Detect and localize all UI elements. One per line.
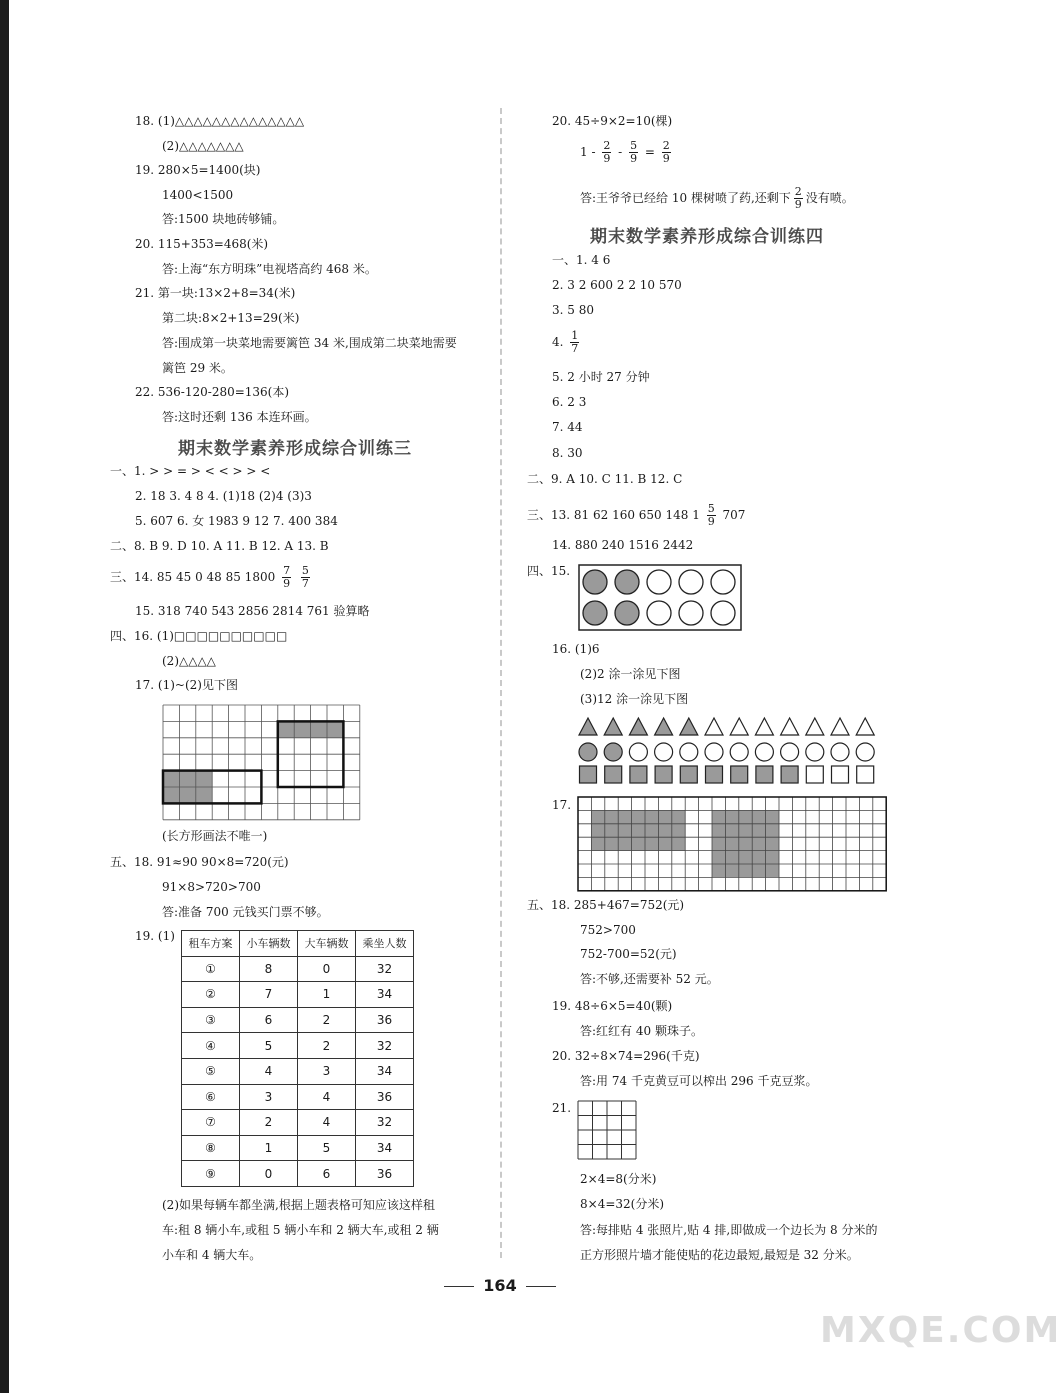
answer-line: 答:红红有 40 颗珠子。 bbox=[580, 1024, 703, 1038]
square bbox=[857, 766, 874, 783]
q14-text: 三、14. 85 45 0 48 85 1800 bbox=[110, 570, 276, 584]
table-cell: 7 bbox=[240, 982, 298, 1008]
answer-line: 答:上海“东方明珠”电视塔高约 468 米。 bbox=[162, 262, 377, 276]
table-cell: 2 bbox=[240, 1110, 298, 1136]
answer-line: 2×4=8(分米) bbox=[580, 1172, 657, 1186]
answer-line: (2)如果每辆车都坐满,根据上题表格可知应该这样租 bbox=[162, 1198, 435, 1212]
shaded-region bbox=[712, 810, 779, 877]
page-number: 164 bbox=[446, 1276, 554, 1295]
answer-line: 二、8. B 9. D 10. A 11. B 12. A 13. B bbox=[110, 539, 329, 553]
table-cell: 2 bbox=[298, 1007, 356, 1033]
answer-line: (2)△△△△△△△ bbox=[162, 139, 244, 153]
shaded-circle bbox=[615, 601, 639, 625]
answer-line: 一、1. > > = > < < > > < bbox=[110, 464, 271, 478]
table-cell: ④ bbox=[182, 1033, 240, 1059]
table-cell: 5 bbox=[240, 1033, 298, 1059]
answer-line: 14. 880 240 1516 2442 bbox=[552, 538, 694, 552]
circle bbox=[711, 601, 735, 625]
answer-line: 二、9. A 10. C 11. B 12. C bbox=[527, 472, 683, 486]
answer-line: 17. bbox=[552, 798, 572, 812]
table-cell: 4 bbox=[240, 1058, 298, 1084]
shaded-square bbox=[781, 766, 798, 783]
section-title-4: 期末数学素养形成综合训练四 bbox=[590, 227, 824, 247]
shaded-triangle bbox=[579, 718, 597, 735]
table-cell: 3 bbox=[240, 1084, 298, 1110]
triangle bbox=[781, 718, 799, 735]
shaded-circle bbox=[604, 743, 622, 761]
answer-line: 752>700 bbox=[580, 923, 636, 937]
rental-table bbox=[181, 930, 414, 1187]
fraction: $\frac{5}{9}$ bbox=[707, 502, 715, 528]
answer-line: 19. 48÷6×5=40(颗) bbox=[552, 999, 673, 1013]
rectangle-grid-figure bbox=[162, 704, 362, 822]
answer-line: 7. 44 bbox=[552, 420, 583, 434]
circle bbox=[730, 743, 748, 761]
table-cell: 36 bbox=[356, 1161, 414, 1187]
table-cell: ⑥ bbox=[182, 1084, 240, 1110]
shaded-square bbox=[655, 766, 672, 783]
table-row bbox=[182, 1084, 414, 1110]
answer-line: 五、18. 285+467=752(元) bbox=[527, 898, 685, 912]
table-cell: 34 bbox=[356, 1058, 414, 1084]
answer-line: 四、15. bbox=[527, 564, 571, 578]
circle bbox=[679, 601, 703, 625]
answer-line: 20. 32÷8×74=296(千克) bbox=[552, 1049, 700, 1063]
shaded-square bbox=[680, 766, 697, 783]
square bbox=[806, 766, 823, 783]
table-cell: ③ bbox=[182, 1007, 240, 1033]
r2-line: 1 - $\frac{2}{9}$ - $\frac{5}{9}$ = $\frac{2}{9}$ bbox=[580, 139, 670, 165]
answer-line: 22. 536-120-280=136(本) bbox=[135, 385, 290, 399]
table-cell: 36 bbox=[356, 1084, 414, 1110]
r3-line: 答:王爷爷已经给 10 棵树喷了药,还剩下 $\frac{2}{9}$ 没有喷。 bbox=[580, 185, 854, 211]
table-cell: 3 bbox=[298, 1058, 356, 1084]
answer-line: 21. 第一块:13×2+8=34(米) bbox=[135, 286, 296, 300]
circle bbox=[647, 570, 671, 594]
triangle bbox=[755, 718, 773, 735]
shaded-square bbox=[731, 766, 748, 783]
circle bbox=[629, 743, 647, 761]
circle bbox=[705, 743, 723, 761]
answer-line: (2)2 涂一涂见下图 bbox=[580, 667, 681, 681]
table-row bbox=[182, 1033, 414, 1059]
answer-line: 1400<1500 bbox=[162, 188, 234, 202]
table-cell: ⑤ bbox=[182, 1058, 240, 1084]
triangle bbox=[705, 718, 723, 735]
answer-line: 8×4=32(分米) bbox=[580, 1197, 665, 1211]
answer-line: 2. 3 2 600 2 2 10 570 bbox=[552, 278, 682, 292]
answer-line: 20. 115+353=468(米) bbox=[135, 237, 269, 251]
answer-line: 五、18. 91≈90 90×8=720(元) bbox=[110, 855, 289, 869]
page-edge bbox=[0, 0, 9, 1393]
answer-line: 一、1. 4 6 bbox=[552, 253, 611, 267]
table-cell: 8 bbox=[240, 956, 298, 982]
table-cell: 1 bbox=[240, 1135, 298, 1161]
column-divider bbox=[500, 108, 502, 1258]
answer-line: 6. 2 3 bbox=[552, 395, 587, 409]
table-cell: 32 bbox=[356, 1110, 414, 1136]
answer-line: (长方形画法不唯一) bbox=[162, 829, 268, 843]
shaded-square bbox=[706, 766, 723, 783]
table-header: 乘坐人数 bbox=[356, 931, 414, 957]
answer-line: 16. (1)6 bbox=[552, 642, 600, 656]
square bbox=[832, 766, 849, 783]
shaded-square bbox=[605, 766, 622, 783]
answer-line: 91×8>720>700 bbox=[162, 880, 261, 894]
table-cell: 36 bbox=[356, 1007, 414, 1033]
table-cell: 4 bbox=[298, 1110, 356, 1136]
fraction: $\frac{2}{9}$ bbox=[662, 139, 670, 165]
answer-line: 8. 30 bbox=[552, 446, 583, 460]
answer-line: 2. 18 3. 4 8 4. (1)18 (2)4 (3)3 bbox=[135, 489, 312, 503]
table-row bbox=[182, 1110, 414, 1136]
fraction: $\frac{5}{9}$ bbox=[630, 139, 638, 165]
answer-line: 5. 2 小时 27 分钟 bbox=[552, 370, 650, 384]
table-cell: 6 bbox=[298, 1161, 356, 1187]
answer-line: 答:围成第一块菜地需要篱笆 34 米,围成第二块菜地需要 bbox=[162, 336, 457, 350]
triangle bbox=[831, 718, 849, 735]
answer-line: 答:不够,还需要补 52 元。 bbox=[580, 972, 719, 986]
fraction: $\frac{2}{9}$ bbox=[603, 139, 611, 165]
table-header: 小车辆数 bbox=[240, 931, 298, 957]
table-cell: 2 bbox=[298, 1033, 356, 1059]
answer-line: 答:用 74 千克黄豆可以榨出 296 千克豆浆。 bbox=[580, 1074, 818, 1088]
circle bbox=[856, 743, 874, 761]
table-cell: 34 bbox=[356, 1135, 414, 1161]
table-row bbox=[182, 1161, 414, 1187]
answer-line: 19. 280×5=1400(块) bbox=[135, 163, 261, 177]
circles-figure bbox=[578, 564, 743, 632]
table-cell: 5 bbox=[298, 1135, 356, 1161]
answer-line: 752-700=52(元) bbox=[580, 947, 677, 961]
circle bbox=[655, 743, 673, 761]
table-header: 租车方案 bbox=[182, 931, 240, 957]
table-cell: ⑨ bbox=[182, 1161, 240, 1187]
answer-line: (2)△△△△ bbox=[162, 654, 216, 668]
table-cell: 1 bbox=[298, 982, 356, 1008]
answer-line: 17. (1)~(2)见下图 bbox=[135, 678, 238, 692]
shaded-square bbox=[756, 766, 773, 783]
fraction: $\frac{5}{7}$ bbox=[301, 564, 309, 590]
table-row bbox=[182, 956, 414, 982]
shaded-triangle bbox=[655, 718, 673, 735]
answer-line: 15. 318 740 543 2856 2814 761 验算略 bbox=[135, 604, 370, 618]
shaded-square bbox=[580, 766, 597, 783]
table-row bbox=[182, 1135, 414, 1161]
triangle bbox=[806, 718, 824, 735]
circle bbox=[711, 570, 735, 594]
circle bbox=[781, 743, 799, 761]
section-title-3: 期末数学素养形成综合训练三 bbox=[178, 439, 412, 459]
triangle bbox=[856, 718, 874, 735]
answer-line: 19. (1) bbox=[135, 929, 175, 943]
table-cell: 0 bbox=[240, 1161, 298, 1187]
circle bbox=[647, 601, 671, 625]
answer-line: (3)12 涂一涂见下图 bbox=[580, 692, 689, 706]
circle bbox=[755, 743, 773, 761]
table-cell: ① bbox=[182, 956, 240, 982]
table-cell: 34 bbox=[356, 982, 414, 1008]
answer-line: 答:这时还剩 136 本连环画。 bbox=[162, 410, 317, 424]
answer-line: 答:每排贴 4 张照片,贴 4 排,即做成一个边长为 8 分米的 bbox=[580, 1223, 878, 1237]
table-cell: ② bbox=[182, 982, 240, 1008]
answer-line: 答:1500 块地砖够铺。 bbox=[162, 212, 285, 226]
photo-grid-figure bbox=[577, 1100, 639, 1162]
answer-line: 21. bbox=[552, 1101, 572, 1115]
table-cell: 32 bbox=[356, 1033, 414, 1059]
shaded-circle bbox=[579, 743, 597, 761]
answer-line: 答:准备 700 元钱买门票不够。 bbox=[162, 905, 329, 919]
circle bbox=[680, 743, 698, 761]
answer-line: 18. (1)△△△△△△△△△△△△△△ bbox=[135, 114, 305, 128]
shaded-triangle bbox=[629, 718, 647, 735]
r7-line: 4. $\frac{1}{7}$ bbox=[552, 329, 579, 355]
table-row bbox=[182, 1058, 414, 1084]
table-cell: 6 bbox=[240, 1007, 298, 1033]
shaded-triangle bbox=[604, 718, 622, 735]
answer-line: 20. 45÷9×2=10(棵) bbox=[552, 114, 673, 128]
circle bbox=[679, 570, 703, 594]
answer-line: 篱笆 29 米。 bbox=[162, 361, 233, 375]
shaded-region bbox=[591, 810, 685, 850]
shaded-circle bbox=[583, 601, 607, 625]
answer-line: 小车和 4 辆大车。 bbox=[162, 1248, 262, 1262]
fraction: $\frac{7}{9}$ bbox=[283, 564, 291, 590]
fraction: $\frac{1}{7}$ bbox=[571, 329, 579, 355]
triangle bbox=[730, 718, 748, 735]
answer-line: 正方形照片墙才能使贴的花边最短,最短是 32 分米。 bbox=[580, 1248, 859, 1262]
shapes-figure bbox=[578, 716, 888, 784]
answer-line: 5. 607 6. 女 1983 9 12 7. 400 384 bbox=[135, 514, 338, 528]
shaded-circle bbox=[615, 570, 639, 594]
shaded-square bbox=[630, 766, 647, 783]
table-cell: 0 bbox=[298, 956, 356, 982]
circle bbox=[831, 743, 849, 761]
table-header: 大车辆数 bbox=[298, 931, 356, 957]
table-cell: ⑧ bbox=[182, 1135, 240, 1161]
answer-line: 3. 5 80 bbox=[552, 303, 594, 317]
table-cell: 4 bbox=[298, 1084, 356, 1110]
circle bbox=[806, 743, 824, 761]
table-row bbox=[182, 982, 414, 1008]
answer-line: 四、16. (1)□□□□□□□□□□ bbox=[110, 629, 288, 643]
shaded-circle bbox=[583, 570, 607, 594]
fraction: $\frac{2}{9}$ bbox=[794, 185, 802, 211]
table-row bbox=[182, 1007, 414, 1033]
table-cell: ⑦ bbox=[182, 1110, 240, 1136]
table-cell: 32 bbox=[356, 956, 414, 982]
answer-line: 车:租 8 辆小车,或租 5 辆小车和 2 辆大车,或租 2 辆 bbox=[162, 1223, 439, 1237]
shaded-triangle bbox=[680, 718, 698, 735]
q14-line bbox=[110, 565, 313, 590]
r13-line: 三、13. 81 62 160 650 148 1 $\frac{5}{9}$ 707 bbox=[527, 502, 746, 528]
squares-grid-figure bbox=[577, 796, 887, 886]
answer-line: 第二块:8×2+13=29(米) bbox=[162, 311, 300, 325]
watermark-logo: MXQE.COM bbox=[820, 1310, 1061, 1351]
